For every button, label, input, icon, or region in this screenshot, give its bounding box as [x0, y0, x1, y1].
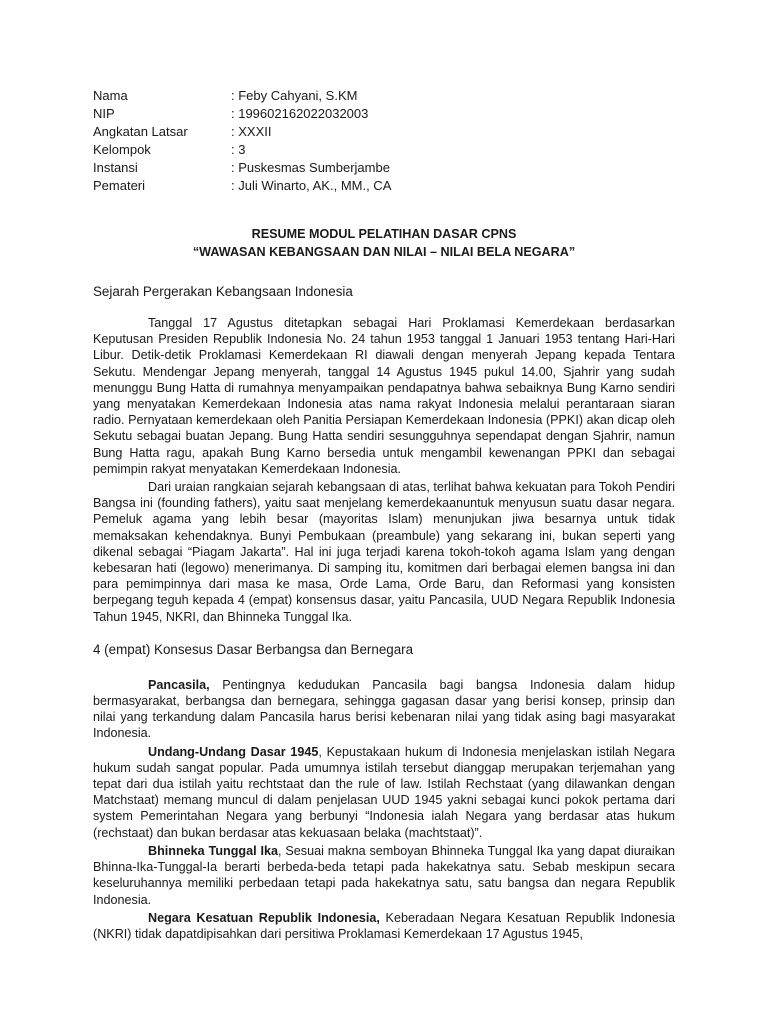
identity-value: : 3: [231, 142, 246, 157]
identity-value: : Puskesmas Sumberjambe: [231, 160, 390, 175]
identity-row: [93, 88, 391, 106]
paragraph-text: , Kepustakaan hukum di Indonesia menjelaskan istilah Negara hukum sudah sangat popular. Pada umumnya istilah tersebut dianggap merupakan terjemahan yang tepat dari dua istilah yaitu rechtstaat dan the rule of law. Istilah Rechstaat (yang dilawankan dengan Matchstaat) memang muncul di dalam penjelasan UUD 1945 yakni sebagai kunci pokok pertama dari system Pemerintahan Negara yang berbunyi “Indonesia ialah Negara yang berdasar atas hukum (rechstaat) dan bukan berdasar atas kekuasaan belaka (machtstaat)”.: [93, 744, 675, 840]
paragraph-uud: [93, 744, 675, 841]
identity-key: Kelompok: [93, 142, 151, 157]
paragraph-bhinneka: [93, 843, 675, 908]
paragraph-pancasila: [93, 677, 675, 742]
document-content: [93, 88, 675, 942]
paragraph: Tanggal 17 Agustus ditetapkan sebagai Hari Proklamasi Kemerdekaan berdasarkan Keputusan Presiden Republik Indonesia No. 24 tahun 1953 tanggal 1 Januari 1953 tentang Hari-Hari Libur. Detik-detik Proklamasi Kemerdekaan RI diawali dengan menyerah Jepang kepada Tentara Sekutu. Mendengar Jepang menyerah, tanggal 14 Agustus 1945 pukul 14.00, Sjahrir yang sudah menunggu Bung Hatta di rumahnya menyampaikan pendapatnya bahwa sebaiknya Bung Karno sendiri yang menyatakan Kemerdekaan Indonesia atas nama rakyat Indonesia melalui perantaraan siaran radio. Pernyataan kemerdekaan oleh Panitia Persiapan Kemerdekaan Indonesia (PPKI) akan dicap oleh Sekutu sebagai buatan Jepang. Bung Hatta sendiri sesungguhnya sependapat dengan Sjahrir, namun Bung Hatta ragu, apakah Bung Karno bersedia untuk mengambil kewenangan PPKI dan sebagai pemimpin rakyat menyatakan Kemerdekaan Indonesia.: [93, 316, 675, 476]
paragraph-text: Pentingnya kedudukan Pancasila bagi bangsa Indonesia dalam hidup bermasyarakat, berbangsa dan bernegara, sehingga gagasan dasar yang berisi konsep, prinsip dan nilai yang terkandung dalam Pancasila harus berisi kebenaran nilai yang tidak asing bagi masyarakat Indonesia.: [93, 677, 675, 741]
document-title-line1: RESUME MODUL PELATIHAN DASAR CPNS: [251, 227, 517, 241]
identity-row: [93, 142, 391, 160]
section-heading-konsensus: 4 (empat) Konsesus Dasar Berbangsa dan Bernegara: [93, 641, 414, 657]
paragraph-text: Keberadaan Negara Kesatuan Republik Indonesia (NKRI) tidak dapatdipisahkan dari persitiwa Proklamasi Kemerdekaan 17 Agustus 1945,: [93, 910, 675, 941]
paragraph-lead: Pancasila,: [148, 677, 210, 692]
identity-key: Nama: [93, 88, 128, 103]
identity-row: [93, 178, 391, 196]
document-title-line2: “WAWASAN KEBANGSAAN DAN NILAI – NILAI BELA NEGARA”: [192, 245, 576, 259]
paragraph-lead: Bhinneka Tunggal Ika: [148, 843, 279, 858]
paragraph: Dari uraian rangkaian sejarah kebangsaan di atas, terlihat bahwa kekuatan para Tokoh Pendiri Bangsa ini (founding fathers), yaitu saat menjelang kemerdekaanuntuk menyusun suatu dasar negara. Pemeluk agama yang lebih besar (mayoritas Islam) menunjukan jiwa besarnya untuk tidak memaksakan kehendaknya. Bunyi Pembukaan (preambule) yang sekarang ini, bukan seperti yang dikenal sebagai “Piagam Jakarta”. Hal ini juga terjadi karena tokoh-tokoh agama Islam yang dengan kebesaran hati (legowo) menerimanya. Di samping itu, komitmen dari berbagai elemen bangsa ini dan para pemimpinnya dari masa ke masa, Orde Lama, Orde Baru, dan Reformasi yang konsisten berpegang teguh kepada 4 (empat) konsensus dasar, yaitu Pancasila, UUD Negara Republik Indonesia Tahun 1945, NKRI, dan Bhinneka Tunggal Ika.: [93, 480, 675, 624]
identity-value: : XXXII: [231, 124, 272, 139]
identity-value: : Feby Cahyani, S.KM: [231, 88, 358, 103]
identity-value: : 199602162022032003: [231, 106, 369, 121]
paragraph-lead: Undang-Undang Dasar 1945: [148, 744, 319, 759]
identity-key: Pemateri: [93, 178, 146, 193]
paragraph-lead: Negara Kesatuan Republik Indonesia,: [148, 910, 380, 925]
identity-row: [93, 124, 391, 142]
paragraph-nkri: [93, 910, 675, 942]
identity-row: [93, 106, 391, 124]
identity-row: [93, 160, 391, 178]
identity-value: : Juli Winarto, AK., MM., CA: [231, 178, 392, 193]
section-heading-sejarah: Sejarah Pergerakan Kebangsaan Indonesia: [93, 284, 353, 299]
identity-table: [93, 88, 391, 196]
identity-key: Angkatan Latsar: [93, 124, 188, 139]
identity-key: NIP: [93, 106, 115, 121]
identity-key: Instansi: [93, 160, 138, 175]
paragraph-text: , Sesuai makna semboyan Bhinneka Tunggal Ika yang dapat diuraikan Bhinna-Ika-Tunggal-Ia berarti berbeda-beda tetapi pada hakekatnya satu. Sebab meskipun secara keseluruhannya memiliki perbedaan tetapi pada hakekatnya satu, satu bangsa dan negara Republik Indonesia.: [93, 843, 675, 907]
